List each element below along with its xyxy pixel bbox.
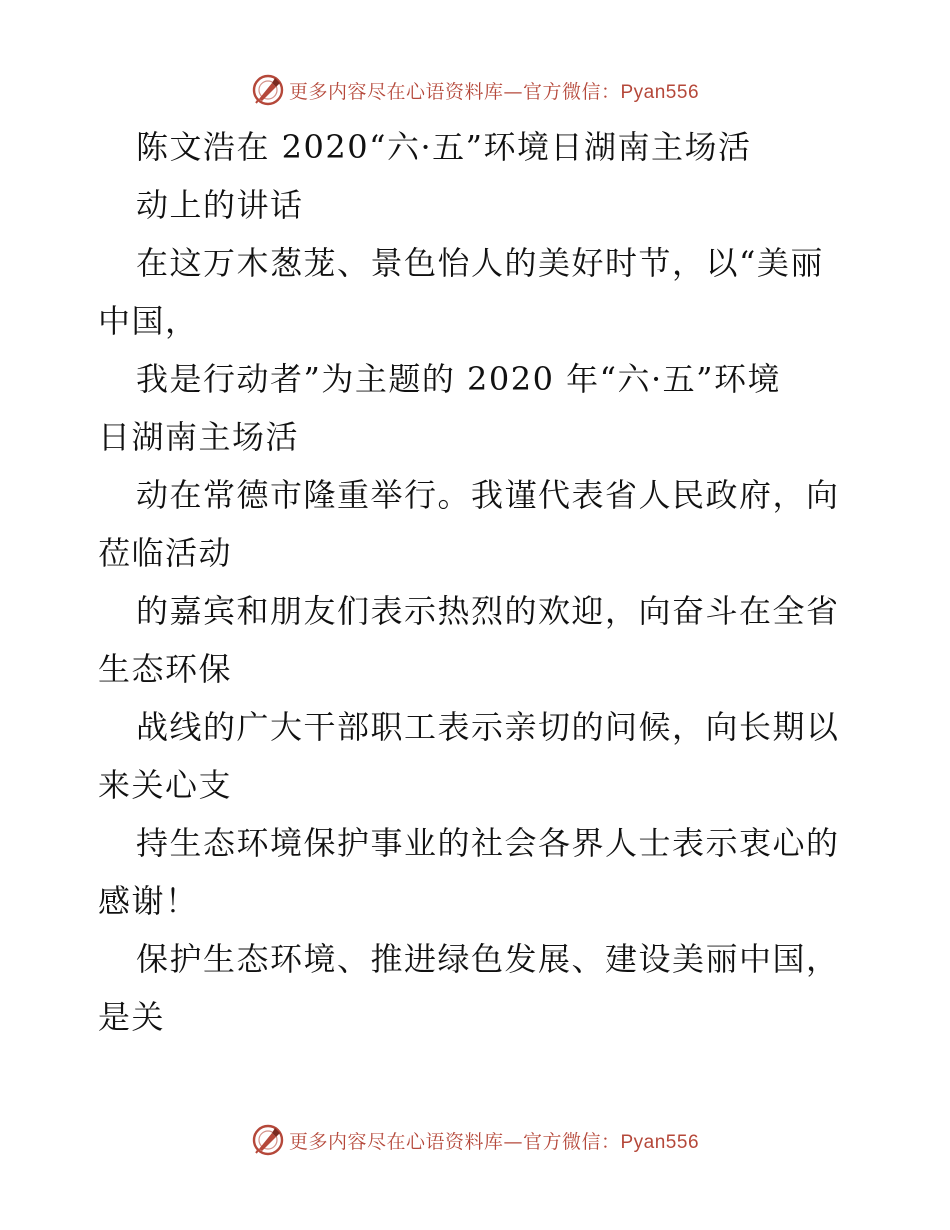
text-line: 我是行动者”为主题的 2020 年“六·五”环境	[136, 360, 782, 398]
watermark-wechat-id: Pyan556	[620, 81, 700, 103]
text-line: 生态环保	[98, 650, 233, 688]
text-line: 莅临活动	[98, 534, 233, 572]
pen-nib-icon	[251, 73, 285, 107]
text-line: 是关	[98, 998, 166, 1036]
text-line: 的嘉宾和朋友们表示热烈的欢迎，向奋斗在全省	[136, 592, 840, 630]
watermark-text: 更多内容尽在心语资料库—官方微信：	[288, 1130, 621, 1153]
document-body	[98, 118, 858, 1046]
text-line: 动上的讲话	[136, 186, 304, 224]
text-line: 陈文浩在 2020“六·五”环境日湖南主场活	[136, 128, 752, 166]
text-line: 战线的广大干部职工表示亲切的问候，向长期以	[136, 708, 840, 746]
watermark-text: 更多内容尽在心语资料库—官方微信：	[288, 80, 621, 103]
text-line: 感谢！	[98, 882, 199, 920]
text-line: 持生态环境保护事业的社会各界人士表示衷心的	[136, 824, 840, 862]
pen-nib-icon	[251, 1123, 285, 1157]
text-line: 在这万木葱茏、景色怡人的美好时节，以“美丽	[136, 244, 824, 282]
text-line: 中国，	[98, 302, 199, 340]
text-line: 动在常德市隆重举行。我谨代表省人民政府，向	[136, 476, 840, 514]
text-line: 来关心支	[98, 766, 233, 804]
footer-watermark	[0, 1122, 950, 1158]
text-line: 保护生态环境、推进绿色发展、建设美丽中国，	[136, 940, 840, 978]
watermark-wechat-id: Pyan556	[620, 1131, 700, 1153]
header-watermark	[0, 72, 950, 108]
text-line: 日湖南主场活	[98, 418, 300, 456]
